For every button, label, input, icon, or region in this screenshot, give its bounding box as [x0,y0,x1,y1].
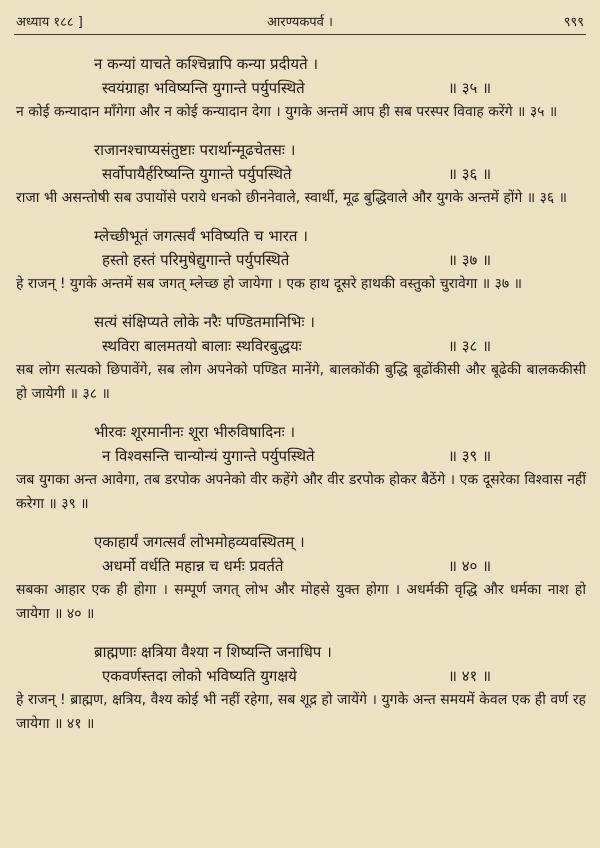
hindi-translation: राजा भी असन्तोषी सब उपायोंसे पराये धनको छीननेवाले, स्वार्थी, मूढ बुद्धिवाले और युगके अन्तमें होंगे ॥ ३६ ॥ [16,190,567,206]
verse-number: ॥ ३९ ॥ [448,447,492,465]
sanskrit-line-2 [0,162,600,186]
verse-block [0,640,600,736]
sanskrit-line-1: भीरवः शूरमानीनः शूरा भीरुविषादिनः । [94,423,296,441]
sanskrit-line-2 [0,248,600,272]
verse-number: ॥ ३५ ॥ [448,79,492,97]
hindi-translation: सब लोग सत्यको छिपावेंगे, सब लोग अपनेको पण्डित मानेंगे, बालकोंकी बुद्धि बूढोंकीसी और बूढेकी बालककीसी हो जायेगी ॥ ३८ ॥ [16,362,586,402]
book-section-title: आरण्यकपर्व । [267,15,333,30]
sanskrit-line-1: म्लेच्छीभूतं जगत्सर्वं भविष्यति च भारत । [94,227,308,245]
hindi-translation: न कोई कन्यादान माँगेगा और न कोई कन्यादान देगा । युगके अन्तमें आप ही सब परस्पर विवाह करेंगे ॥ ३५ ॥ [16,104,558,120]
verse-number: ॥ ३६ ॥ [448,165,492,183]
verse-block [0,310,600,406]
running-header [14,10,586,35]
sanskrit-text: हस्तो हस्तं परिमुषेद्युगान्ते पर्युपस्थिते [102,251,290,269]
hindi-translation: हे राजन् ! युगके अन्तमें सब जगत् म्लेच्छ हो जायेगा । एक हाथ दूसरे हाथकी वस्तुको चुरावेगा ॥ ३७ ॥ [16,276,522,292]
page-number: ९९९ [563,15,584,30]
verse-number: ॥ ३७ ॥ [448,251,492,269]
sanskrit-text: एकवर्णस्तदा लोको भविष्यति युगक्षये [102,667,297,685]
sanskrit-line-1: ब्राह्मणाः क्षत्रिया वैश्या न शिष्यन्ति जनाधिप । [94,643,332,661]
sanskrit-text: अधर्मो वर्धति महान्न च धर्मः प्रवर्तते [102,557,284,575]
sanskrit-text: स्वयंग्राहा भविष्यन्ति युगान्ते पर्युपस्थिते [102,79,305,97]
sanskrit-line-1: सत्यं संक्षिप्यते लोके नरैः पण्डितमानिभिः । [94,313,315,331]
hindi-translation: सबका आहार एक ही होगा । सम्पूर्ण जगत् लोभ और मोहसे युक्त होगा । अधर्मकी वृद्धि और धर्मका नाश हो जायेगा ॥ ४० ॥ [16,582,586,622]
verse-block [0,138,600,210]
sanskrit-line-2 [0,664,600,688]
sanskrit-line-2 [0,444,600,468]
sanskrit-line-2 [0,554,600,578]
sanskrit-line-1: न कन्यां याचते कश्चिन्नापि कन्या प्रदीयते । [94,55,319,73]
verse-block [0,224,600,296]
sanskrit-text: सर्वोपायैर्हरिष्यन्ति युगान्ते पर्युपस्थिते [102,165,292,183]
hindi-translation: हे राजन् ! ब्राह्मण, क्षत्रिय, वैश्य कोई भी नहीं रहेगा, सब शूद्र हो जायेंगे । युगके अन्त समयमें केवल एक ही वर्ण रह जायेगा ॥ ४१ ॥ [16,692,586,732]
sanskrit-line-1: राजानश्चाप्यसंतुष्टाः परार्थान्मूढचेतसः । [94,141,296,159]
verse-number: ॥ ४० ॥ [448,557,492,575]
sanskrit-line-1: एकाहार्यं जगत्सर्वं लोभमोहव्यवस्थितम् । [94,533,305,551]
sanskrit-text: न विश्वसन्ति चान्योन्यं युगान्ते पर्युपस्थिते [102,447,315,465]
hindi-translation: जब युगका अन्त आवेगा, तब डरपोक अपनेको वीर कहेंगे और वीर डरपोक होकर बैठेंगे । एक दूसरेका विश्वास नहीं करेगा ॥ ३९ ॥ [16,472,586,512]
sanskrit-line-2 [0,76,600,100]
verse-block [0,52,600,124]
verse-number: ॥ ४१ ॥ [448,667,492,685]
verse-number: ॥ ३८ ॥ [448,337,492,355]
chapter-label: अध्याय १८८ ] [16,15,83,30]
verse-block [0,420,600,516]
verse-block [0,530,600,626]
sanskrit-line-2 [0,334,600,358]
sanskrit-text: स्थविरा बालमतयो बालाः स्थविरबुद्धयः [102,337,302,355]
page-content [0,52,600,750]
